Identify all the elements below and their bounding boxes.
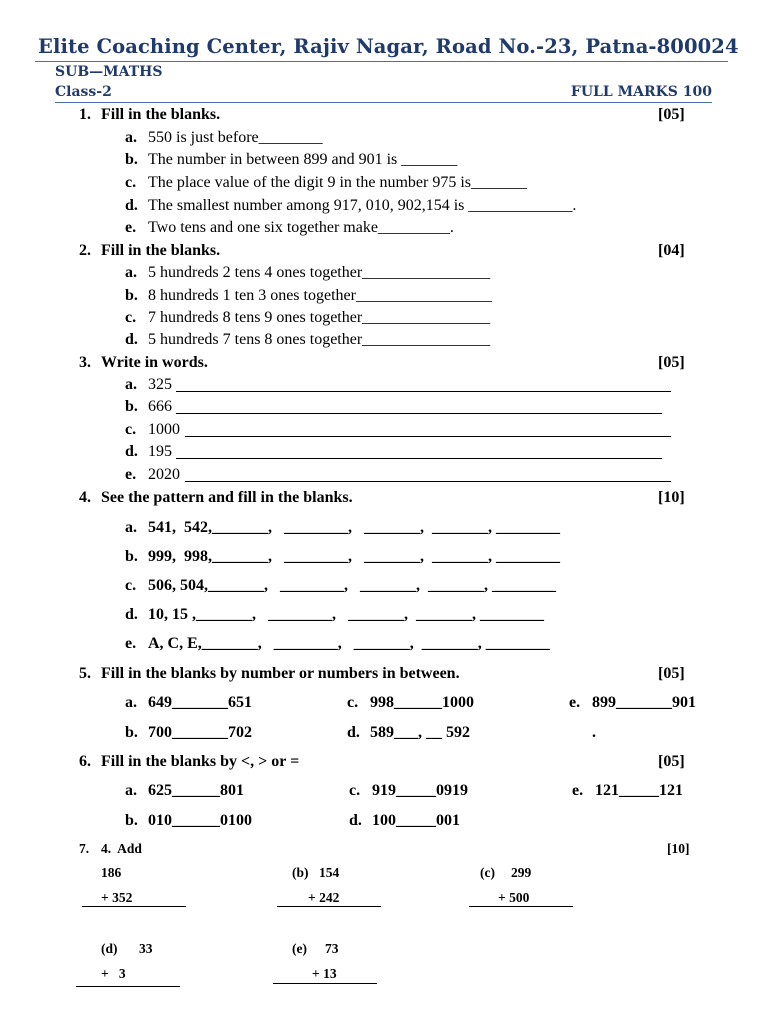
question-number: 1. xyxy=(79,106,91,123)
question-number: 3. xyxy=(79,354,91,371)
problem-label: (b) xyxy=(292,865,309,880)
question-number: 4. xyxy=(79,489,91,506)
addend-top: 186 xyxy=(101,865,122,880)
question-title: 4. Add xyxy=(101,841,142,856)
addend-bottom: + 13 xyxy=(312,966,337,981)
class-rule xyxy=(55,102,712,103)
question-title: Fill in the blanks by number or numbers in between. xyxy=(101,665,460,682)
class-label: Class-2 xyxy=(55,84,112,100)
question-marks: [04] xyxy=(658,242,685,259)
question-marks: [05] xyxy=(658,665,685,682)
school-title: Elite Coaching Center, Rajiv Nagar, Road No.-23, Patna-800024 xyxy=(38,35,739,58)
sum-line xyxy=(76,986,180,987)
addend-top: 299 xyxy=(511,865,532,880)
answer-line xyxy=(176,458,662,459)
addend-top: 73 xyxy=(325,941,339,956)
full-marks-label: FULL MARKS 100 xyxy=(570,84,712,100)
sum-line xyxy=(273,983,377,984)
question-number: 5. xyxy=(79,665,91,682)
question-number: 7. xyxy=(79,841,90,856)
sum-line xyxy=(82,906,186,907)
addend-bottom: + 3 xyxy=(101,966,126,981)
problem-label: (e) xyxy=(292,941,307,956)
answer-line xyxy=(176,391,671,392)
question-marks: [10] xyxy=(667,841,690,856)
addend-bottom: + 352 xyxy=(101,890,133,905)
question-title: Fill in the blanks. xyxy=(101,242,221,259)
question-marks: [05] xyxy=(658,106,685,123)
addend-top: 33 xyxy=(139,941,153,956)
problem-label: (d) xyxy=(101,941,118,956)
answer-line xyxy=(185,436,671,437)
subject-label: SUB—MATHS xyxy=(55,64,163,80)
addend-top: 154 xyxy=(319,865,340,880)
question-number: 2. xyxy=(79,242,91,259)
answer-line xyxy=(185,481,671,482)
addend-bottom: + 242 xyxy=(308,890,340,905)
question-title: Write in words. xyxy=(101,354,208,371)
question-title: Fill in the blanks. xyxy=(101,106,221,123)
problem-label: (c) xyxy=(480,865,495,880)
sum-line xyxy=(469,906,573,907)
sum-line xyxy=(277,906,381,907)
question-marks: [05] xyxy=(658,753,685,770)
question-marks: [10] xyxy=(658,489,685,506)
answer-line xyxy=(176,413,662,414)
addend-bottom: + 500 xyxy=(498,890,530,905)
question-number: 6. xyxy=(79,753,91,770)
question-title: Fill in the blanks by <, > or = xyxy=(101,753,300,770)
header-rule xyxy=(35,61,728,62)
question-title: See the pattern and fill in the blanks. xyxy=(101,489,353,506)
question-marks: [05] xyxy=(658,354,685,371)
